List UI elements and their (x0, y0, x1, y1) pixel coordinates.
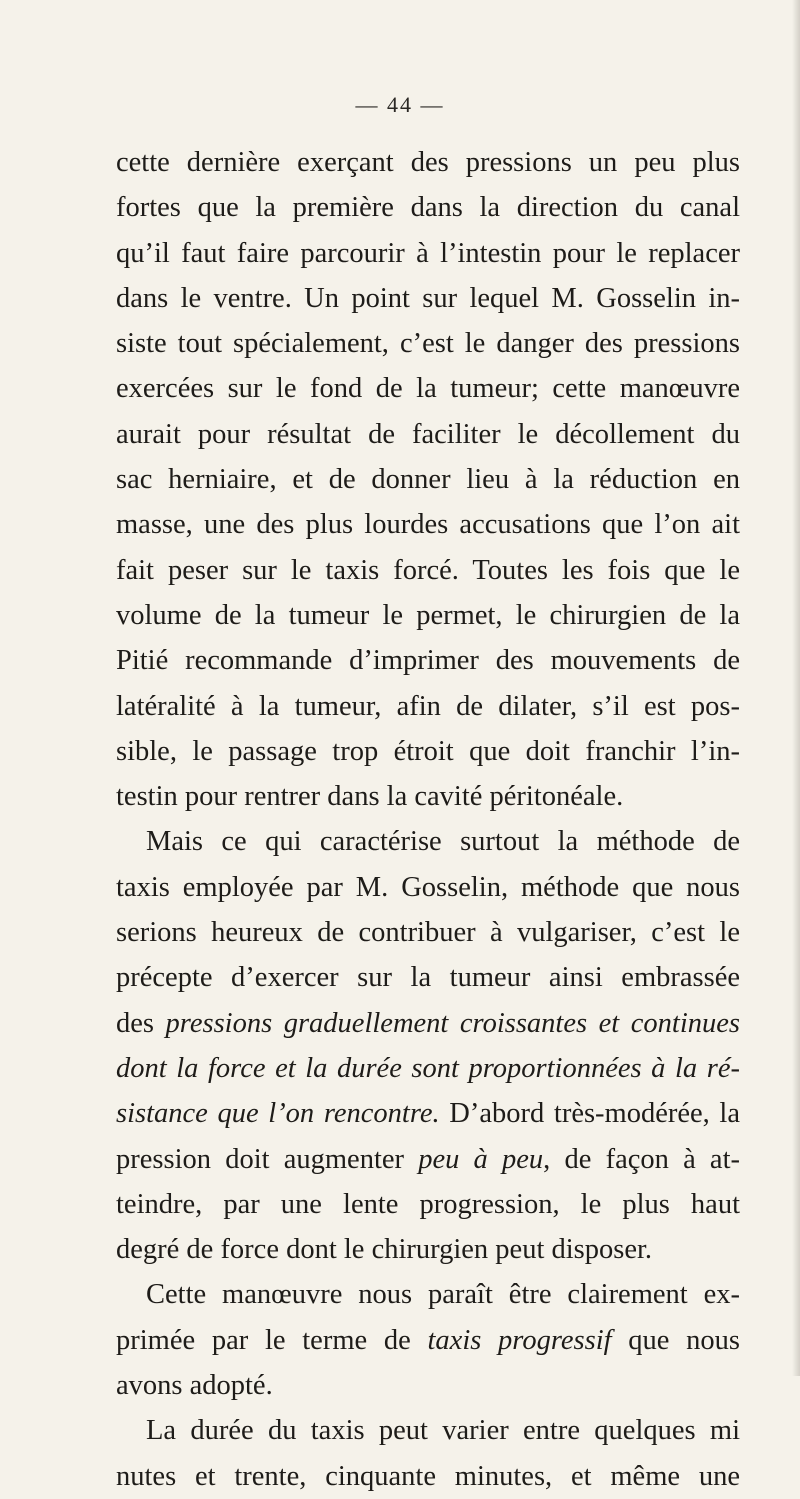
text-run: Cette manœuvre nous paraît être clairement ex- (146, 1279, 740, 1311)
text-line (116, 1408, 740, 1453)
text-line (116, 1454, 740, 1499)
text-run: teindre, par une lente progression, le plus haut (116, 1188, 740, 1220)
text-line (116, 140, 740, 185)
italic-text-run: dont la force et la durée sont proportionnées à la ré- (116, 1052, 740, 1084)
text-line (116, 865, 740, 910)
text-line (116, 1001, 740, 1046)
text-run: pression doit augmenter (116, 1143, 419, 1175)
italic-text-run: peu à peu (418, 1143, 544, 1175)
text-line (116, 185, 740, 230)
text-line (116, 1363, 740, 1408)
text-line (116, 457, 740, 502)
text-run: exercées sur le fond de la tumeur; cette manœuvre (116, 373, 740, 405)
page-number: — 44 — (355, 92, 445, 117)
text-line (116, 910, 740, 955)
text-run: qu’il faut faire parcourir à l’intestin pour le replacer (116, 237, 740, 269)
text-line (116, 729, 740, 774)
text-run: taxis employée par M. Gosselin, méthode que nous (116, 871, 740, 903)
text-line (116, 231, 740, 276)
italic-text-run: taxis progressif (427, 1324, 612, 1356)
text-run: avons adopté. (116, 1370, 273, 1402)
text-line (116, 684, 740, 729)
text-run: testin pour rentrer dans la cavité péritonéale. (116, 781, 624, 813)
text-run: sible, le passage trop étroit que doit franchir l’in- (116, 735, 740, 767)
text-line (116, 819, 740, 864)
text-run: latéralité à la tumeur, afin de dilater, s’il est pos- (116, 690, 740, 722)
text-run: volume de la tumeur le permet, le chirurgien de la (116, 599, 740, 631)
text-line (116, 1227, 740, 1272)
text-line (116, 955, 740, 1000)
text-run: siste tout spécialement, c’est le danger des pressions (116, 328, 740, 360)
text-line (116, 366, 740, 411)
text-line (116, 1137, 740, 1182)
text-run: primée par le terme de (116, 1324, 428, 1356)
text-line (116, 638, 740, 683)
text-line (116, 412, 740, 457)
text-run: degré de force dont le chirurgien peut disposer. (116, 1234, 653, 1266)
text-line (116, 1182, 740, 1227)
italic-text-run: pressions graduellement croissantes et continues (165, 1007, 740, 1039)
text-run: masse, une des plus lourdes accusations que l’on ait (116, 509, 740, 541)
text-run: précepte d’exercer sur la tumeur ainsi embrassée (116, 962, 740, 994)
text-run: des (116, 1007, 166, 1039)
text-line (116, 1272, 740, 1317)
text-run: aurait pour résultat de faciliter le décollement du (116, 418, 740, 450)
text-run: , de façon à at- (543, 1143, 740, 1175)
text-line (116, 548, 740, 593)
text-run: La durée du taxis peut varier entre quelques mi (146, 1415, 740, 1447)
body-text (116, 140, 740, 1499)
page-edge-shadow (792, 0, 800, 1376)
text-run: cette dernière exerçant des pressions un peu plus (116, 147, 740, 178)
text-line (116, 1091, 740, 1136)
text-run: nutes et trente, cinquante minutes, et même une (116, 1460, 740, 1492)
text-run: Mais ce qui caractérise surtout la méthode de (146, 826, 740, 858)
text-run: sac herniaire, et de donner lieu à la réduction en (116, 464, 740, 496)
text-line (116, 502, 740, 547)
text-run: Pitié recommande d’imprimer des mouvements de (116, 645, 740, 677)
text-run: dans le ventre. Un point sur lequel M. Gosselin in- (116, 282, 740, 314)
text-line (116, 1318, 740, 1363)
text-run: serions heureux de contribuer à vulgariser, c’est le (116, 917, 740, 949)
text-line (116, 593, 740, 638)
text-run: fortes que la première dans la direction du canal (116, 192, 740, 224)
text-line (116, 1046, 740, 1091)
text-line (116, 774, 740, 819)
text-run: fait peser sur le taxis forcé. Toutes les fois que le (116, 554, 740, 586)
text-line (116, 321, 740, 366)
italic-text-run: sistance que l’on rencontre. (116, 1098, 440, 1130)
text-run: D’abord très-modérée, la (439, 1098, 740, 1130)
text-line (116, 276, 740, 321)
text-run: que nous (611, 1324, 740, 1356)
